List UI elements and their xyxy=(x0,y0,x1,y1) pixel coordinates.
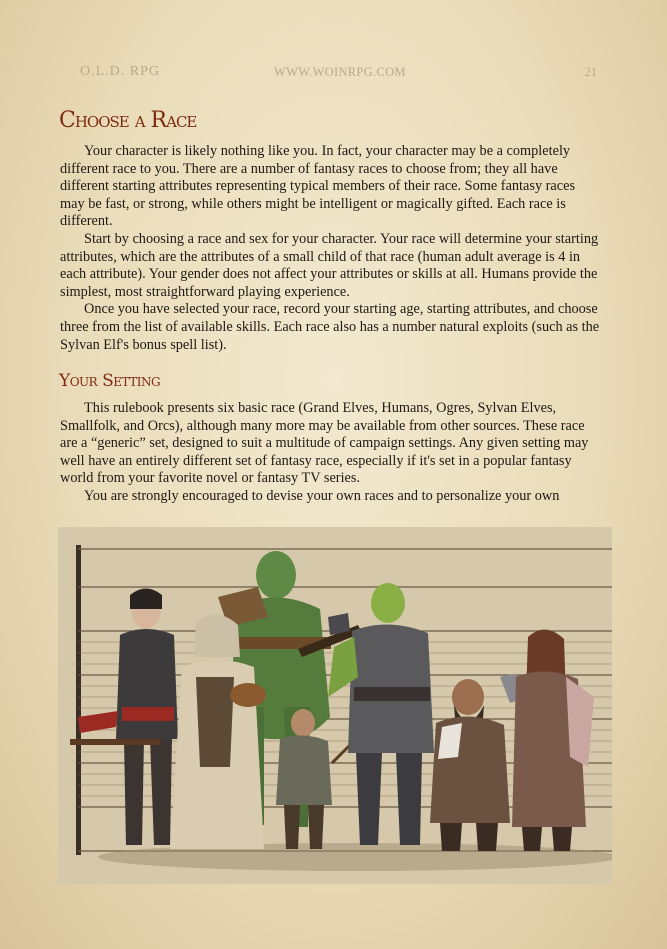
paragraph: Start by choosing a race and sex for your character. Your race will determine your starting attributes, which are the attributes of a small child of that race (human adult average is 4 in each attribute). Your gender does not affect your attributes or skills at all. Humans provide the simplest, most straightforward playing experience. xyxy=(60,230,599,300)
header-game-title: O.L.D. RPG xyxy=(80,64,161,79)
section-title-choose-a-race: Choose a Race xyxy=(59,108,197,133)
running-header xyxy=(80,64,597,84)
paragraph: Once you have selected your race, record your starting age, starting attributes, and choose three from the list of available skills. Each race also has a number natural exploits (such as the Sylvan Elf's bonus spell list). xyxy=(60,301,600,353)
paragraph: This rulebook presents six basic race (Grand Elves, Humans, Ogres, Sylvan Elves, Smallfolk, and Orcs), although many more may be available from other sources. These race are a “generic” set, designed to suit a multitude of campaign settings. Any given setting may well have an entirely different set of fantasy race, especially if it's set in a popular fantasy world from your favorite novel or fantasy TV series. xyxy=(60,400,589,487)
race-lineup-artwork xyxy=(58,527,612,884)
page-number: 21 xyxy=(584,65,597,79)
race-lineup-illustration xyxy=(58,527,612,884)
header-website: WWW.WOINRPG.COM xyxy=(274,65,406,79)
paragraph: You are strongly encouraged to devise your own races and to personalize your own xyxy=(84,487,560,504)
section-body-your-setting xyxy=(60,400,600,506)
paragraph: Your character is likely nothing like you. In fact, your character may be a completely different race to you. There are a number of fantasy races to choose from; they all have different starting attributes representing typical members of their race. Some fantasy races may be fast, or strong, while others might be intelligent or magically gifted. Each race is different. xyxy=(60,143,576,230)
section-title-your-setting: Your Setting xyxy=(59,371,161,391)
section-body-choose-a-race xyxy=(60,143,600,354)
